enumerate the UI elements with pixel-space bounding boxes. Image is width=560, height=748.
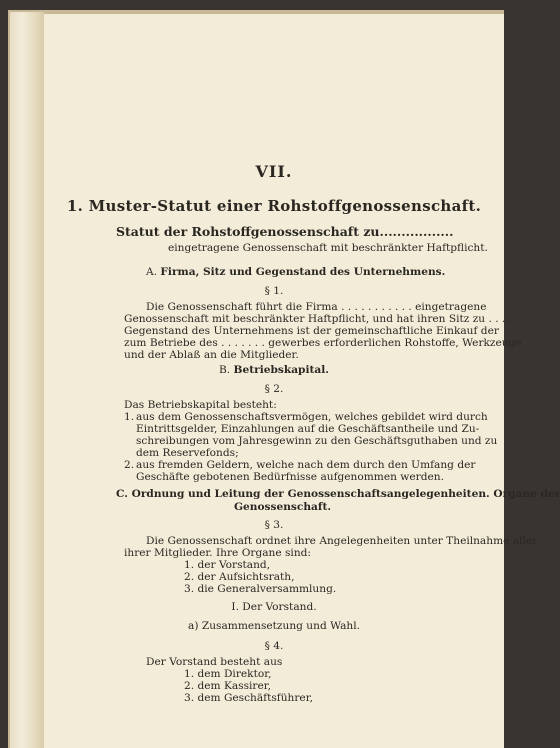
p4-intro: Der Vorstand besteht aus bbox=[146, 656, 283, 668]
statut-heading: Statut der Rohstoffgenossenschaft zu................. bbox=[116, 224, 454, 239]
section-c-heading: C. Ordnung und Leitung der Genossenschaftsangelegenheiten. Organe der bbox=[116, 488, 560, 500]
p1-line: Die Genossenschaft führt die Firma . . . . . . . . . . . eingetragene bbox=[146, 301, 487, 313]
p2-item-line: Eintrittsgelder, Einzahlungen auf die Geschäftsantheile und Zu- bbox=[136, 423, 480, 435]
p2-item-line: Geschäfte gebotenen Bedürfnisse aufgenommen werden. bbox=[136, 471, 444, 483]
paragraph-mark: § 2. bbox=[264, 383, 284, 395]
list-item: 1. der Vorstand, bbox=[184, 559, 271, 571]
statut-subheading: eingetragene Genossenschaft mit beschränkter Haftpflicht. bbox=[168, 242, 488, 254]
list-item: 3. dem Geschäftsführer, bbox=[184, 692, 313, 704]
list-item: 2. dem Kassirer, bbox=[184, 680, 272, 692]
page-edges bbox=[10, 12, 44, 748]
paragraph-mark: § 1. bbox=[264, 285, 284, 297]
section-b-title: Betriebskapital. bbox=[233, 364, 329, 376]
section-a-title: Firma, Sitz und Gegenstand des Unternehmens. bbox=[160, 266, 446, 278]
p2-item-line: aus fremden Geldern, welche nach dem durch den Umfang der bbox=[136, 459, 476, 471]
list-number: 2. bbox=[124, 459, 135, 471]
p1-line: und der Ablaß an die Mitglieder. bbox=[124, 349, 299, 361]
list-number: 1. bbox=[124, 411, 135, 423]
section-b-heading bbox=[44, 364, 504, 376]
chapter-number: VII. bbox=[255, 162, 293, 181]
book-page bbox=[44, 14, 560, 748]
section-b-letter: B. bbox=[219, 364, 231, 376]
p2-item-line: dem Reservefonds; bbox=[136, 447, 239, 459]
list-item: 1. dem Direktor, bbox=[184, 668, 272, 680]
p2-intro: Das Betriebskapital besteht: bbox=[124, 399, 277, 411]
p1-line: zum Betriebe des . . . . . . . gewerbes erforderlichen Rohstoffe, Werkzeuge bbox=[124, 337, 522, 349]
p3-line: Die Genossenschaft ordnet ihre Angelegenheiten unter Theilnahme aller bbox=[146, 535, 538, 547]
p2-item-line: schreibungen vom Jahresgewinn zu den Geschäftsguthaben und zu bbox=[136, 435, 498, 447]
paragraph-mark: § 3. bbox=[264, 519, 284, 531]
list-item: 2. der Aufsichtsrath, bbox=[184, 571, 295, 583]
p2-item-line: aus dem Genossenschaftsvermögen, welches gebildet wird durch bbox=[136, 411, 488, 423]
subsection-subheading: a) Zusammensetzung und Wahl. bbox=[188, 620, 360, 632]
p1-line: Gegenstand des Unternehmens ist der gemeinschaftliche Einkauf der bbox=[124, 325, 499, 337]
paragraph-mark: § 4. bbox=[264, 640, 284, 652]
page-title: 1. Muster-Statut einer Rohstoffgenossenschaft. bbox=[66, 197, 482, 215]
section-a-letter: A. bbox=[146, 266, 158, 278]
p3-line: ihrer Mitglieder. Ihre Organe sind: bbox=[124, 547, 311, 559]
p1-line: Genossenschaft mit beschränkter Haftpflicht, und hat ihren Sitz zu . . . . bbox=[124, 313, 513, 325]
list-item: 3. die Generalversammlung. bbox=[184, 583, 337, 595]
section-a-heading bbox=[146, 266, 445, 278]
section-c-heading: Genossenschaft. bbox=[234, 501, 332, 513]
subsection-heading: I. Der Vorstand. bbox=[231, 601, 317, 613]
